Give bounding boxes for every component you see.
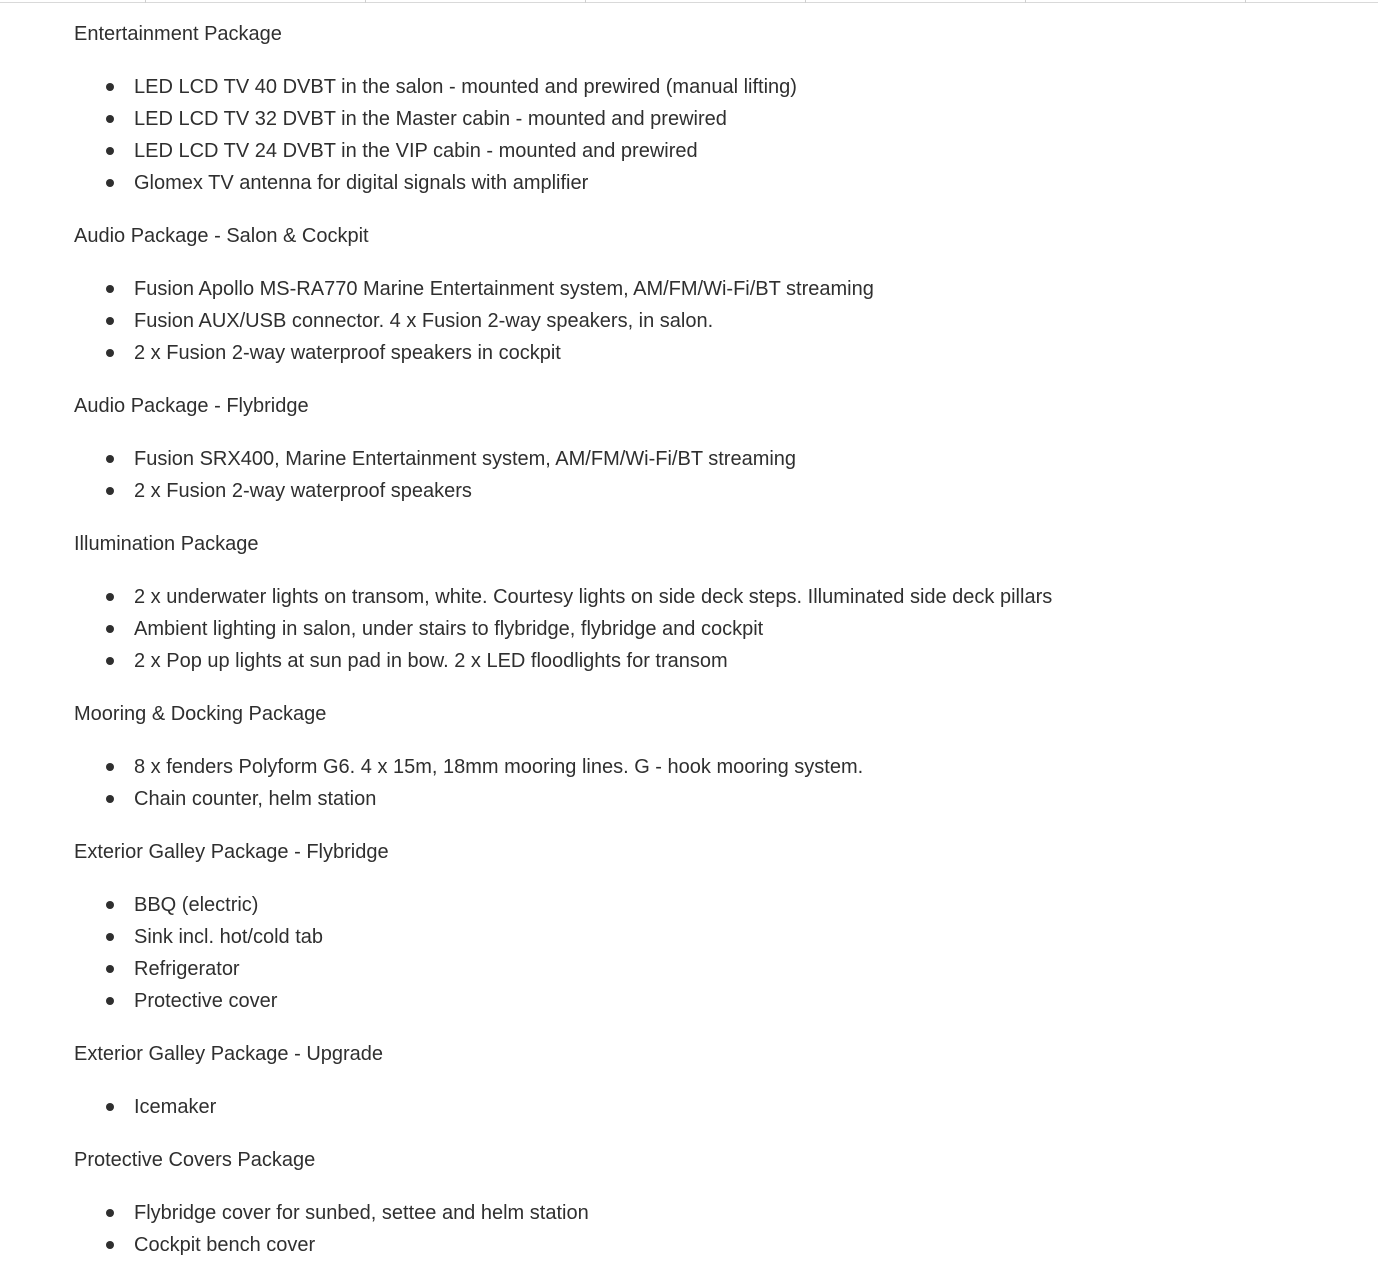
border-tick: [145, 0, 146, 3]
bullet-icon: [106, 997, 114, 1005]
list-item-text: Fusion Apollo MS-RA770 Marine Entertainment system, AM/FM/Wi-Fi/BT streaming: [134, 278, 874, 300]
list-item: [74, 103, 1354, 135]
bullet-icon: [106, 317, 114, 325]
top-table-border: [0, 0, 1378, 3]
bullet-icon: [106, 763, 114, 771]
bullet-icon: [106, 795, 114, 803]
list-item: [74, 645, 1354, 677]
list-item-text: BBQ (electric): [134, 894, 259, 916]
list-item: [74, 135, 1354, 167]
bullet-icon: [106, 965, 114, 973]
list-item: [74, 1229, 1354, 1261]
section-item-list: [74, 889, 1354, 1017]
bullet-icon: [106, 487, 114, 495]
list-item-text: 2 x Fusion 2-way waterproof speakers: [134, 480, 472, 502]
list-item-text: 2 x Pop up lights at sun pad in bow. 2 x LED floodlights for transom: [134, 650, 728, 672]
list-item: [74, 475, 1354, 507]
list-item-text: Cockpit bench cover: [134, 1234, 316, 1256]
list-item-text: Flybridge cover for sunbed, settee and helm station: [134, 1202, 589, 1224]
bullet-icon: [106, 147, 114, 155]
list-item: [74, 921, 1354, 953]
section-item-list: [74, 71, 1354, 199]
section-item-list: [74, 1091, 1354, 1123]
bullet-icon: [106, 901, 114, 909]
section-title: Mooring & Docking Package: [74, 703, 327, 725]
list-item: [74, 167, 1354, 199]
bullet-icon: [106, 455, 114, 463]
section-item-list: [74, 751, 1354, 815]
section-title: Protective Covers Package: [74, 1149, 316, 1171]
bullet-icon: [106, 625, 114, 633]
section-title: Illumination Package: [74, 533, 259, 555]
list-item: [74, 953, 1354, 985]
list-item: [74, 613, 1354, 645]
list-item-text: Protective cover: [134, 990, 278, 1012]
border-tick: [1025, 0, 1026, 3]
list-item-text: LED LCD TV 40 DVBT in the salon - mounted and prewired (manual lifting): [134, 76, 797, 98]
bullet-icon: [106, 349, 114, 357]
list-item-text: 2 x underwater lights on transom, white. Courtesy lights on side deck steps. Illuminated side deck pillars: [134, 586, 1053, 608]
list-item-text: Chain counter, helm station: [134, 788, 377, 810]
border-tick: [585, 0, 586, 3]
bullet-icon: [106, 1241, 114, 1249]
section-title: Entertainment Package: [74, 23, 282, 45]
list-item-text: 8 x fenders Polyform G6. 4 x 15m, 18mm mooring lines. G - hook mooring system.: [134, 756, 864, 778]
list-item: [74, 337, 1354, 369]
list-item: [74, 783, 1354, 815]
package-list-content: [74, 18, 1354, 1278]
bullet-icon: [106, 285, 114, 293]
list-item-text: Fusion AUX/USB connector. 4 x Fusion 2-way speakers, in salon.: [134, 310, 714, 332]
list-item: [74, 985, 1354, 1017]
section-item-list: [74, 581, 1354, 677]
list-item-text: 2 x Fusion 2-way waterproof speakers in cockpit: [134, 342, 561, 364]
list-item-text: LED LCD TV 32 DVBT in the Master cabin - mounted and prewired: [134, 108, 727, 130]
list-item: [74, 581, 1354, 613]
section-item-list: [74, 443, 1354, 507]
section-title: Audio Package - Salon & Cockpit: [74, 225, 369, 247]
border-tick: [365, 0, 366, 3]
list-item-text: Fusion SRX400, Marine Entertainment system, AM/FM/Wi-Fi/BT streaming: [134, 448, 797, 470]
list-item-text: Refrigerator: [134, 958, 240, 980]
list-item: [74, 273, 1354, 305]
section-title: Exterior Galley Package - Upgrade: [74, 1043, 384, 1065]
section-title: Exterior Galley Package - Flybridge: [74, 841, 389, 863]
list-item: [74, 1197, 1354, 1229]
section-item-list: [74, 1197, 1354, 1261]
section-item-list: [74, 273, 1354, 369]
section-title: Audio Package - Flybridge: [74, 395, 309, 417]
bullet-icon: [106, 179, 114, 187]
list-item-text: Glomex TV antenna for digital signals with amplifier: [134, 172, 589, 194]
list-item: [74, 71, 1354, 103]
bullet-icon: [106, 933, 114, 941]
list-item-text: LED LCD TV 24 DVBT in the VIP cabin - mounted and prewired: [134, 140, 698, 162]
bullet-icon: [106, 593, 114, 601]
border-tick: [1245, 0, 1246, 3]
list-item-text: Sink incl. hot/cold tab: [134, 926, 323, 948]
list-item: [74, 751, 1354, 783]
border-tick: [805, 0, 806, 3]
bullet-icon: [106, 1209, 114, 1217]
bullet-icon: [106, 657, 114, 665]
list-item: [74, 443, 1354, 475]
list-item-text: Ambient lighting in salon, under stairs to flybridge, flybridge and cockpit: [134, 618, 764, 640]
bullet-icon: [106, 1103, 114, 1111]
list-item-text: Icemaker: [134, 1096, 217, 1118]
bullet-icon: [106, 83, 114, 91]
list-item: [74, 305, 1354, 337]
list-item: [74, 889, 1354, 921]
bullet-icon: [106, 115, 114, 123]
list-item: [74, 1091, 1354, 1123]
